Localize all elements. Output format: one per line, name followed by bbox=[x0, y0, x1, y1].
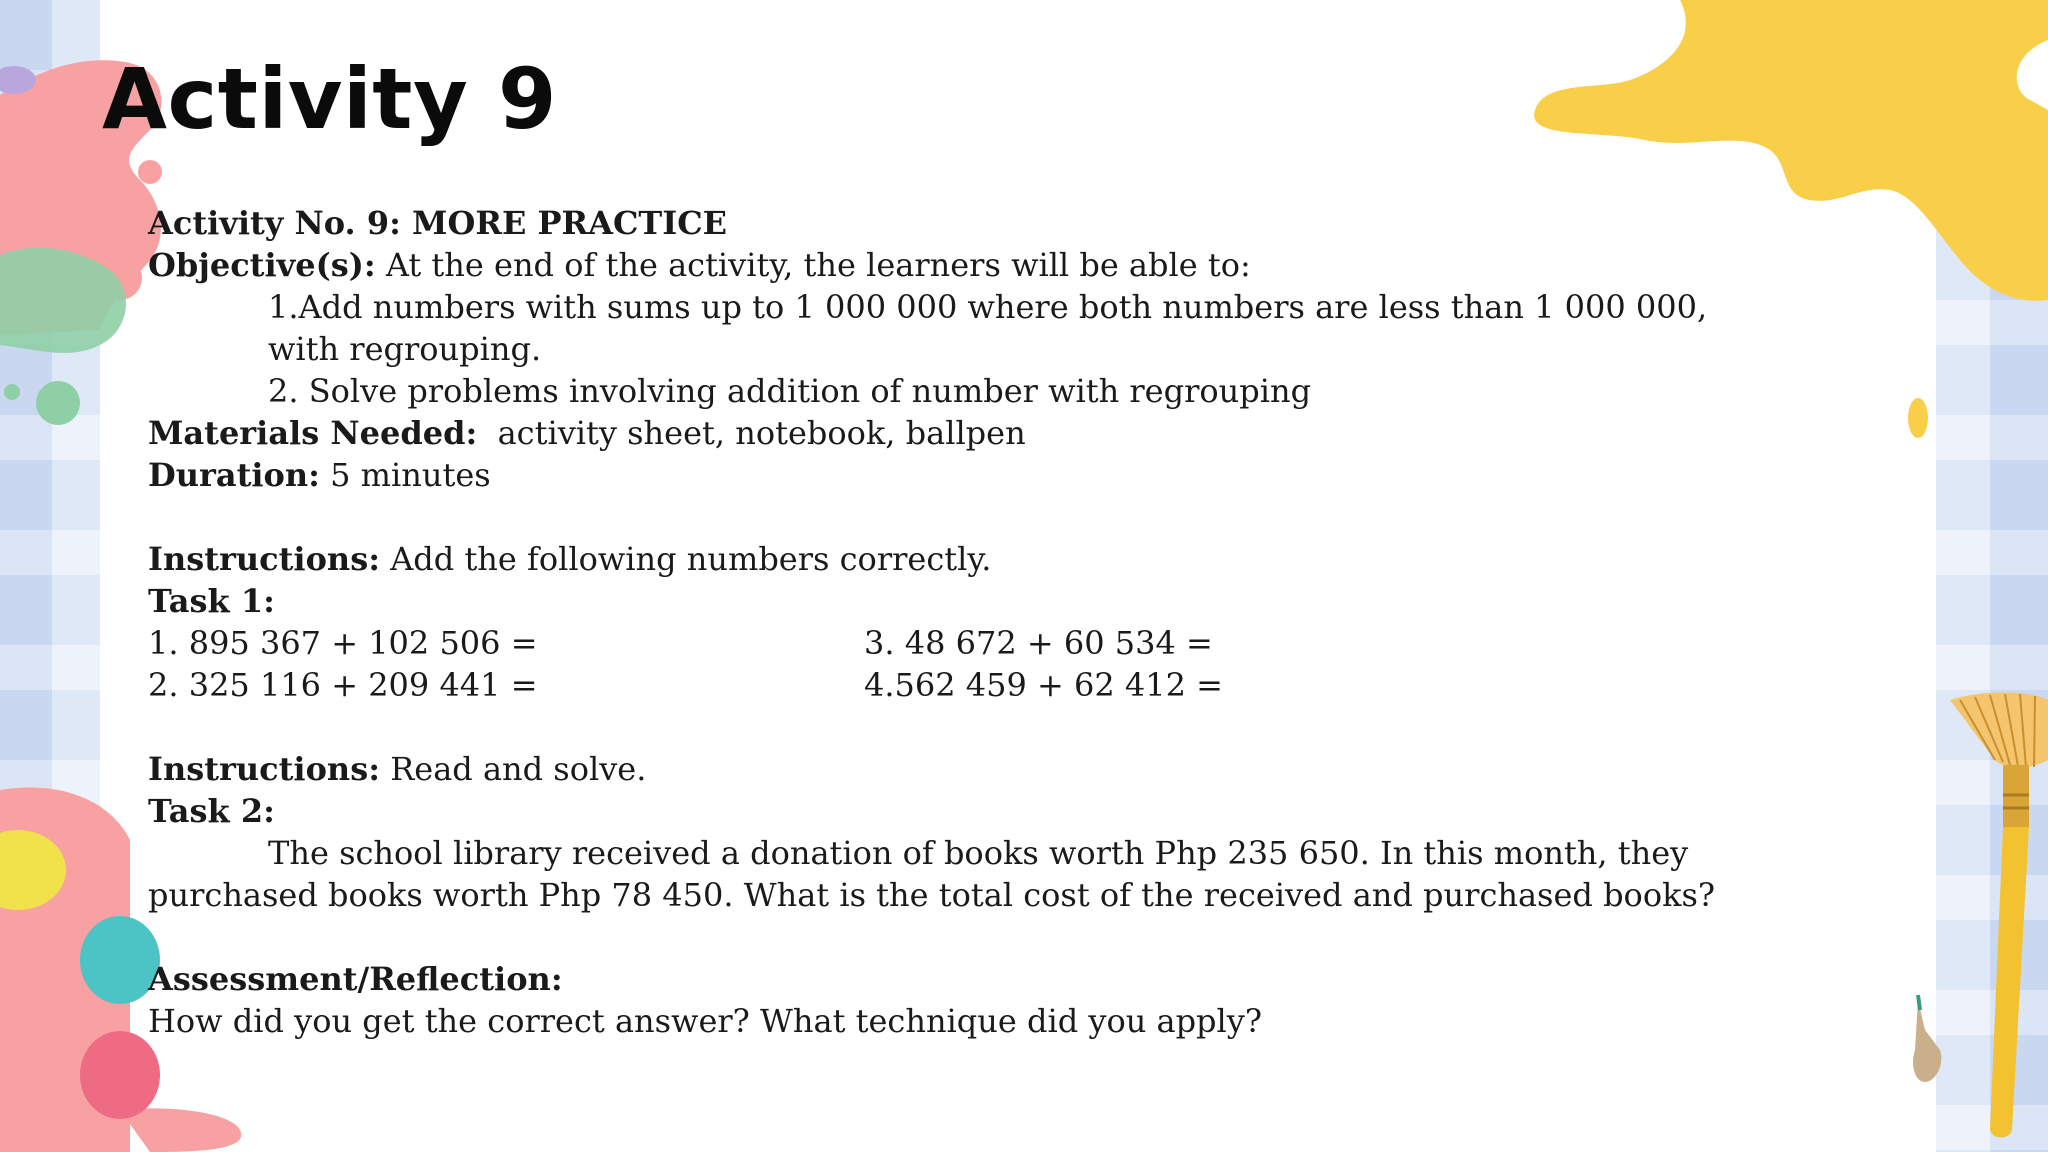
objective-item-2: 2. Solve problems involving addition of number with regrouping bbox=[268, 372, 1312, 410]
paint-splash-green-icon bbox=[0, 248, 126, 425]
task2-instructions-text: Read and solve. bbox=[380, 750, 647, 788]
task1-instructions-label: Instructions: bbox=[148, 540, 381, 578]
activity-document bbox=[148, 202, 1888, 1042]
activity-heading: Activity No. 9: MORE PRACTICE bbox=[148, 204, 728, 242]
task1-item-2: 2. 325 116 + 209 441 = bbox=[148, 666, 538, 704]
materials-line bbox=[148, 412, 1888, 454]
task2-instructions bbox=[148, 748, 1888, 790]
task1-row-2 bbox=[148, 664, 1888, 706]
spacer bbox=[148, 496, 1888, 538]
task1-instructions-text: Add the following numbers correctly. bbox=[380, 540, 992, 578]
task1-instructions bbox=[148, 538, 1888, 580]
task1-item-3: 3. 48 672 + 60 534 = bbox=[864, 624, 1213, 662]
paint-brush-icon bbox=[1950, 693, 2048, 1138]
task2-problem-line-1: The school library received a donation of books worth Php 235 650. In this month, they bbox=[268, 834, 1689, 872]
duration-text: 5 minutes bbox=[319, 456, 491, 494]
task1-item-4: 4.562 459 + 62 412 = bbox=[864, 666, 1223, 704]
assessment-question: How did you get the correct answer? What technique did you apply? bbox=[148, 1002, 1262, 1040]
task1-item-1: 1. 895 367 + 102 506 = bbox=[148, 624, 538, 662]
slide-title: Activity 9 bbox=[102, 50, 557, 148]
materials-label: Materials Needed: bbox=[148, 414, 478, 452]
objectives-text: At the end of the activity, the learners will be able to: bbox=[375, 246, 1251, 284]
spacer bbox=[148, 706, 1888, 748]
duration-line bbox=[148, 454, 1888, 496]
objectives-line bbox=[148, 244, 1888, 286]
spacer bbox=[148, 916, 1888, 958]
duration-label: Duration: bbox=[148, 456, 320, 494]
materials-text: activity sheet, notebook, ballpen bbox=[477, 414, 1026, 452]
task1-title: Task 1: bbox=[148, 582, 275, 620]
small-brush-icon bbox=[1913, 995, 1941, 1082]
task2-problem-line-2: purchased books worth Php 78 450. What is the total cost of the received and purchased books? bbox=[148, 876, 1716, 914]
objectives-label: Objective(s): bbox=[148, 246, 376, 284]
objective-item-1-line-2: with regrouping. bbox=[268, 330, 542, 368]
assessment-label: Assessment/Reflection: bbox=[148, 960, 563, 998]
task2-title: Task 2: bbox=[148, 792, 275, 830]
task1-row-1 bbox=[148, 622, 1888, 664]
task2-instructions-label: Instructions: bbox=[148, 750, 381, 788]
objective-item-1-line-1: 1.Add numbers with sums up to 1 000 000 where both numbers are less than 1 000 000, bbox=[268, 288, 1708, 326]
